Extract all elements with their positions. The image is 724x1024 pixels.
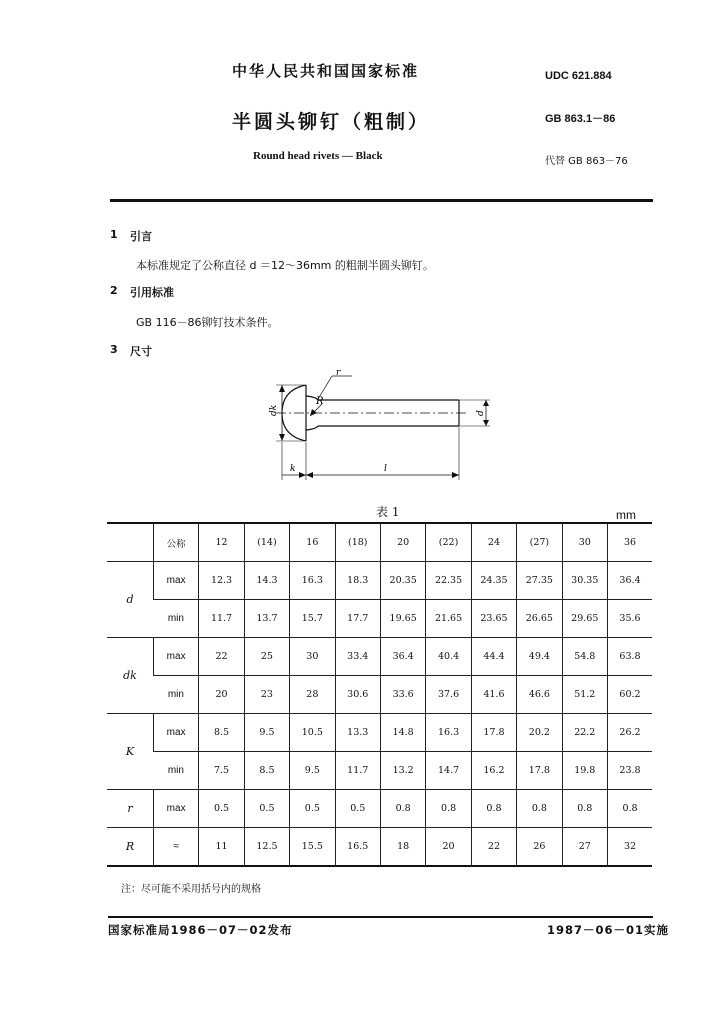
limit-label: max bbox=[153, 638, 198, 676]
value-cell: 63.8 bbox=[607, 638, 652, 676]
replaces-note: 代替 GB 863－76 bbox=[545, 156, 628, 167]
value-cell: 17.8 bbox=[471, 714, 516, 752]
dimension-symbol-text: dk bbox=[123, 669, 137, 682]
table-row bbox=[107, 828, 652, 867]
table-corner-cell bbox=[107, 523, 153, 562]
limit-label: max bbox=[153, 714, 198, 752]
rivet-diagram bbox=[269, 368, 497, 485]
label-d: d bbox=[476, 410, 486, 416]
nominal-size: 16 bbox=[290, 523, 335, 562]
value-cell: 30.6 bbox=[335, 676, 380, 714]
nominal-size: (27) bbox=[517, 523, 562, 562]
dimension-symbol-text: d bbox=[126, 593, 134, 606]
value-cell: 7.5 bbox=[199, 752, 244, 790]
table-row bbox=[107, 638, 652, 676]
nominal-size: 36 bbox=[607, 523, 652, 562]
value-cell: 15.5 bbox=[290, 828, 335, 867]
section-2-title: 引用标准 bbox=[130, 286, 174, 299]
value-cell: 17.7 bbox=[335, 600, 380, 638]
value-cell: 49.4 bbox=[517, 638, 562, 676]
table-note: 注：尽可能不采用括号内的规格 bbox=[121, 884, 261, 895]
standard-number: GB 863.1－86 bbox=[545, 113, 616, 125]
table-row bbox=[107, 600, 652, 638]
value-cell: 23.8 bbox=[607, 752, 652, 790]
value-cell: 23 bbox=[244, 676, 289, 714]
value-cell: 8.5 bbox=[199, 714, 244, 752]
value-cell: 22 bbox=[199, 638, 244, 676]
value-cell: 33.4 bbox=[335, 638, 380, 676]
value-cell: 14.8 bbox=[380, 714, 425, 752]
limit-label: ≈ bbox=[153, 828, 198, 867]
section-1-number: 1 bbox=[110, 228, 118, 241]
value-cell: 0.8 bbox=[562, 790, 607, 828]
value-cell: 22.35 bbox=[426, 562, 471, 600]
value-cell: 0.8 bbox=[471, 790, 516, 828]
limit-label: min bbox=[153, 752, 198, 790]
section-3-title: 尺寸 bbox=[130, 345, 152, 358]
value-cell: 30.35 bbox=[562, 562, 607, 600]
dimension-symbol bbox=[107, 790, 153, 828]
value-cell: 8.5 bbox=[244, 752, 289, 790]
standard-title-cn: 半圆头铆钉（粗制） bbox=[232, 111, 431, 133]
dimension-symbol bbox=[107, 562, 153, 638]
table-unit: mm bbox=[616, 508, 636, 522]
value-cell: 16.2 bbox=[471, 752, 516, 790]
dimension-symbol bbox=[107, 638, 153, 714]
value-cell: 13.7 bbox=[244, 600, 289, 638]
value-cell: 14.3 bbox=[244, 562, 289, 600]
value-cell: 60.2 bbox=[607, 676, 652, 714]
value-cell: 0.5 bbox=[335, 790, 380, 828]
dimension-symbol-text: r bbox=[127, 802, 133, 815]
value-cell: 14.7 bbox=[426, 752, 471, 790]
label-R: R bbox=[316, 396, 324, 407]
value-cell: 20 bbox=[199, 676, 244, 714]
value-cell: 37.6 bbox=[426, 676, 471, 714]
value-cell: 0.5 bbox=[290, 790, 335, 828]
nominal-size: 20 bbox=[380, 523, 425, 562]
nominal-size: 12 bbox=[199, 523, 244, 562]
value-cell: 20.35 bbox=[380, 562, 425, 600]
value-cell: 27.35 bbox=[517, 562, 562, 600]
section-2-number: 2 bbox=[110, 284, 118, 297]
value-cell: 29.65 bbox=[562, 600, 607, 638]
section-2-text: GB 116－86铆钉技术条件。 bbox=[136, 316, 279, 329]
value-cell: 0.5 bbox=[244, 790, 289, 828]
table-title: 表 1 bbox=[376, 505, 400, 519]
value-cell: 0.8 bbox=[517, 790, 562, 828]
dimension-symbol-text: K bbox=[125, 745, 135, 758]
table-header-row bbox=[107, 523, 652, 562]
value-cell: 26.65 bbox=[517, 600, 562, 638]
limit-label: max bbox=[153, 562, 198, 600]
nominal-size: 24 bbox=[471, 523, 516, 562]
value-cell: 19.65 bbox=[380, 600, 425, 638]
value-cell: 27 bbox=[562, 828, 607, 867]
limit-label: max bbox=[153, 790, 198, 828]
value-cell: 33.6 bbox=[380, 676, 425, 714]
table-row bbox=[107, 562, 652, 600]
value-cell: 24.35 bbox=[471, 562, 516, 600]
value-cell: 16.3 bbox=[290, 562, 335, 600]
issue-date: 国家标准局1986－07－02发布 bbox=[108, 923, 293, 937]
value-cell: 25 bbox=[244, 638, 289, 676]
value-cell: 41.6 bbox=[471, 676, 516, 714]
nominal-size: (18) bbox=[335, 523, 380, 562]
nominal-size: (22) bbox=[426, 523, 471, 562]
value-cell: 20 bbox=[426, 828, 471, 867]
value-cell: 54.8 bbox=[562, 638, 607, 676]
value-cell: 12.5 bbox=[244, 828, 289, 867]
nominal-size: 30 bbox=[562, 523, 607, 562]
dimension-symbol bbox=[107, 828, 153, 867]
value-cell: 40.4 bbox=[426, 638, 471, 676]
value-cell: 16.3 bbox=[426, 714, 471, 752]
footer-rule bbox=[108, 916, 653, 918]
value-cell: 51.2 bbox=[562, 676, 607, 714]
dimensions-table bbox=[107, 522, 652, 867]
label-dk: dk bbox=[269, 404, 279, 416]
value-cell: 10.5 bbox=[290, 714, 335, 752]
value-cell: 11.7 bbox=[335, 752, 380, 790]
value-cell: 18 bbox=[380, 828, 425, 867]
table-row bbox=[107, 714, 652, 752]
value-cell: 30 bbox=[290, 638, 335, 676]
standard-title-en: Round head rivets — Black bbox=[253, 150, 383, 162]
table-row bbox=[107, 790, 652, 828]
value-cell: 17.8 bbox=[517, 752, 562, 790]
value-cell: 46.6 bbox=[517, 676, 562, 714]
section-1-title: 引言 bbox=[130, 230, 152, 243]
value-cell: 0.8 bbox=[426, 790, 471, 828]
dimension-symbol-text: R bbox=[125, 840, 135, 853]
value-cell: 32 bbox=[607, 828, 652, 867]
value-cell: 0.8 bbox=[380, 790, 425, 828]
value-cell: 22.2 bbox=[562, 714, 607, 752]
value-cell: 11.7 bbox=[199, 600, 244, 638]
value-cell: 0.8 bbox=[607, 790, 652, 828]
dimension-symbol bbox=[107, 714, 153, 790]
udc-code: UDC 621.884 bbox=[545, 70, 612, 82]
value-cell: 9.5 bbox=[290, 752, 335, 790]
value-cell: 9.5 bbox=[244, 714, 289, 752]
nominal-label: 公称 bbox=[153, 523, 198, 562]
value-cell: 12.3 bbox=[199, 562, 244, 600]
table-row bbox=[107, 676, 652, 714]
label-l: l bbox=[384, 464, 387, 474]
value-cell: 26.2 bbox=[607, 714, 652, 752]
value-cell: 35.6 bbox=[607, 600, 652, 638]
limit-label: min bbox=[153, 676, 198, 714]
value-cell: 23.65 bbox=[471, 600, 516, 638]
value-cell: 22 bbox=[471, 828, 516, 867]
issuer-title: 中华人民共和国国家标准 bbox=[232, 62, 420, 80]
effective-date: 1987－06－01实施 bbox=[547, 923, 670, 937]
value-cell: 13.3 bbox=[335, 714, 380, 752]
value-cell: 20.2 bbox=[517, 714, 562, 752]
value-cell: 26 bbox=[517, 828, 562, 867]
value-cell: 0.5 bbox=[199, 790, 244, 828]
nominal-size: (14) bbox=[244, 523, 289, 562]
value-cell: 18.3 bbox=[335, 562, 380, 600]
value-cell: 16.5 bbox=[335, 828, 380, 867]
value-cell: 44.4 bbox=[471, 638, 516, 676]
value-cell: 15.7 bbox=[290, 600, 335, 638]
value-cell: 21.65 bbox=[426, 600, 471, 638]
label-k: k bbox=[290, 464, 296, 474]
value-cell: 19.8 bbox=[562, 752, 607, 790]
section-3-number: 3 bbox=[110, 343, 118, 356]
value-cell: 36.4 bbox=[607, 562, 652, 600]
value-cell: 11 bbox=[199, 828, 244, 867]
value-cell: 13.2 bbox=[380, 752, 425, 790]
value-cell: 28 bbox=[290, 676, 335, 714]
header-rule bbox=[110, 199, 653, 202]
table-row bbox=[107, 752, 652, 790]
label-r: r bbox=[336, 368, 341, 378]
section-1-text: 本标准规定了公称直径 d ＝12～36mm 的粗制半圆头铆钉。 bbox=[136, 259, 434, 272]
value-cell: 36.4 bbox=[380, 638, 425, 676]
limit-label: min bbox=[153, 600, 198, 638]
